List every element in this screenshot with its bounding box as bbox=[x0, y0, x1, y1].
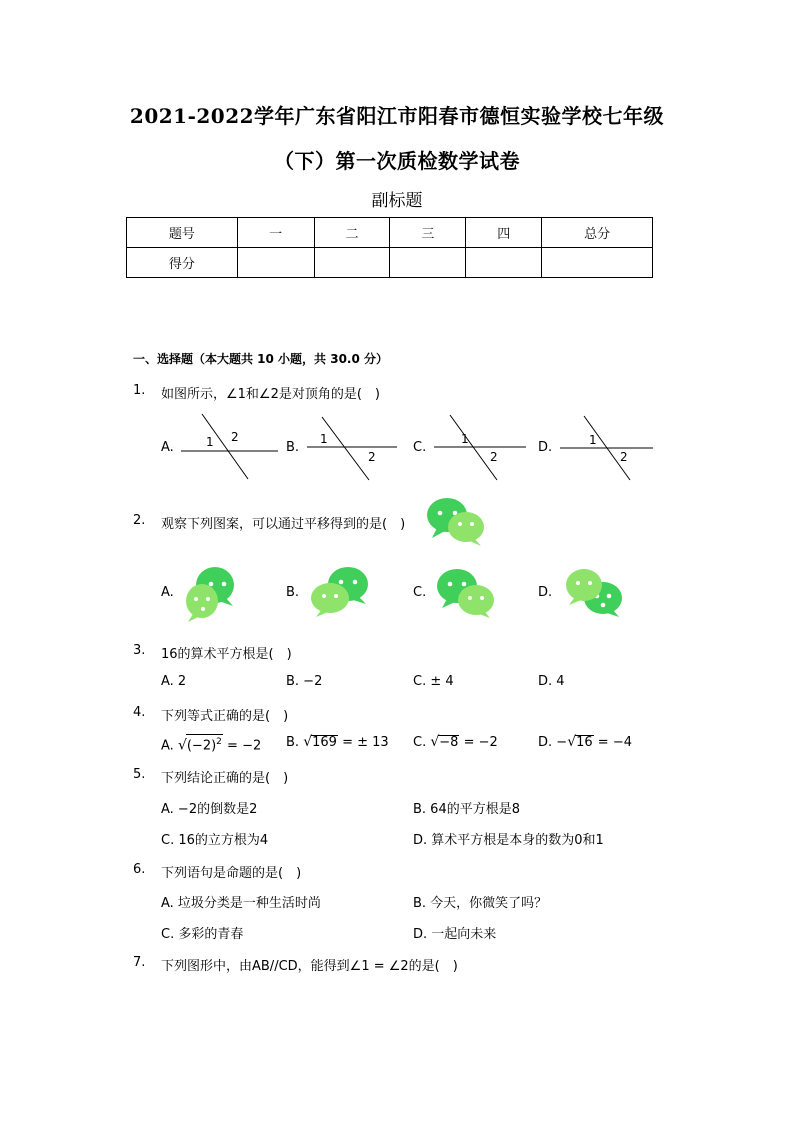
question-number: 3. bbox=[133, 643, 146, 658]
score-header-cell: 三 bbox=[390, 218, 466, 248]
angle-label: 1 bbox=[206, 435, 214, 449]
radicand-base: (−2) bbox=[186, 738, 217, 754]
question-number: 5. bbox=[133, 767, 146, 782]
question-text: 观察下列图案，可以通过平移得到的是( ) bbox=[161, 517, 406, 532]
question-number: 6. bbox=[133, 862, 146, 877]
exam-subtitle: 副标题 bbox=[371, 191, 423, 211]
question-text: 下列图形中，由AB//CD，能得到∠1 = ∠2的是( ) bbox=[161, 959, 458, 974]
score-header-cell: 题号 bbox=[127, 218, 238, 248]
radical-sign: √ bbox=[567, 734, 577, 750]
question-text: 如图所示，∠1和∠2是对顶角的是( ) bbox=[161, 387, 380, 402]
option-label: D. bbox=[538, 440, 553, 455]
option-label: D. bbox=[538, 585, 553, 600]
option-a: A. −2的倒数是2 bbox=[161, 802, 258, 817]
score-header-cell: 二 bbox=[314, 218, 390, 248]
equation-rhs: = −2 bbox=[459, 735, 498, 750]
question-text: 16的算术平方根是( ) bbox=[161, 647, 292, 662]
question-number: 7. bbox=[133, 955, 146, 970]
radical-sign: √ bbox=[303, 734, 313, 750]
angle-label: 2 bbox=[620, 450, 628, 464]
option-d: D. 一起向未来 bbox=[413, 927, 497, 942]
radicand: −8 bbox=[439, 735, 459, 750]
option-b: B. 今天，你微笑了吗？ bbox=[413, 896, 548, 911]
question-text: 下列结论正确的是( ) bbox=[161, 771, 289, 786]
equation-rhs: = −2 bbox=[222, 738, 262, 754]
option-label: D. bbox=[538, 735, 553, 750]
radical-sign: √ bbox=[177, 737, 187, 754]
exam-title-line2: （下）第一次质检数学试卷 bbox=[274, 149, 520, 173]
option-d: D. 4 bbox=[538, 674, 565, 689]
angle-label: 1 bbox=[589, 433, 597, 447]
question-number: 1. bbox=[133, 383, 146, 398]
option-label: C. bbox=[413, 440, 427, 455]
radicand: 169 bbox=[312, 735, 337, 750]
angle-label: 1 bbox=[461, 432, 469, 446]
radical-sign: √ bbox=[430, 734, 440, 750]
option-c: C. ± 4 bbox=[413, 674, 454, 689]
option-a: A. 垃圾分类是一种生活时尚 bbox=[161, 896, 321, 911]
section-heading: 一、选择题（本大题共 10 小题，共 30.0 分） bbox=[133, 352, 389, 366]
option-label: B. bbox=[286, 585, 300, 600]
score-header-cell: 一 bbox=[237, 218, 314, 248]
option-label: A. bbox=[161, 738, 174, 754]
question-number: 2. bbox=[133, 513, 146, 528]
score-row-label: 得分 bbox=[127, 248, 238, 278]
exponent: 2 bbox=[216, 737, 222, 747]
option-d: D. 算术平方根是本身的数为0和1 bbox=[413, 833, 604, 848]
score-header-cell: 四 bbox=[466, 218, 542, 248]
question-text: 下列语句是命题的是( ) bbox=[161, 866, 302, 881]
option-label: B. bbox=[286, 440, 300, 455]
angle-label: 2 bbox=[490, 450, 498, 464]
option-label: A. bbox=[161, 440, 174, 455]
score-header-cell: 总分 bbox=[542, 218, 653, 248]
option-b bbox=[286, 734, 389, 750]
equation-rhs: = ± 13 bbox=[337, 735, 389, 750]
exam-title-line1: 2021-2022学年广东省阳江市阳春市德恒实验学校七年级 bbox=[129, 104, 665, 128]
option-c: C. 16的立方根为4 bbox=[161, 833, 269, 848]
radicand: 16 bbox=[576, 735, 593, 750]
angle-label: 2 bbox=[231, 430, 239, 444]
option-label: C. bbox=[413, 585, 427, 600]
option-label: B. bbox=[286, 735, 300, 750]
angle-label: 2 bbox=[368, 450, 376, 464]
equation-rhs: = −4 bbox=[593, 735, 632, 750]
option-a: A. 2 bbox=[161, 674, 187, 689]
question-text: 下列等式正确的是( ) bbox=[161, 709, 289, 724]
radicand bbox=[186, 734, 223, 753]
option-d bbox=[538, 734, 632, 750]
option-b: B. 64的平方根是8 bbox=[413, 802, 520, 817]
option-label: C. bbox=[413, 735, 427, 750]
option-b: B. −2 bbox=[286, 674, 323, 689]
minus-sign: − bbox=[556, 735, 568, 750]
question-number: 4. bbox=[133, 705, 146, 720]
angle-label: 1 bbox=[320, 432, 328, 446]
option-a bbox=[161, 734, 261, 753]
option-label: A. bbox=[161, 585, 174, 600]
option-c bbox=[413, 734, 498, 750]
option-c: C. 多彩的青春 bbox=[161, 927, 244, 942]
